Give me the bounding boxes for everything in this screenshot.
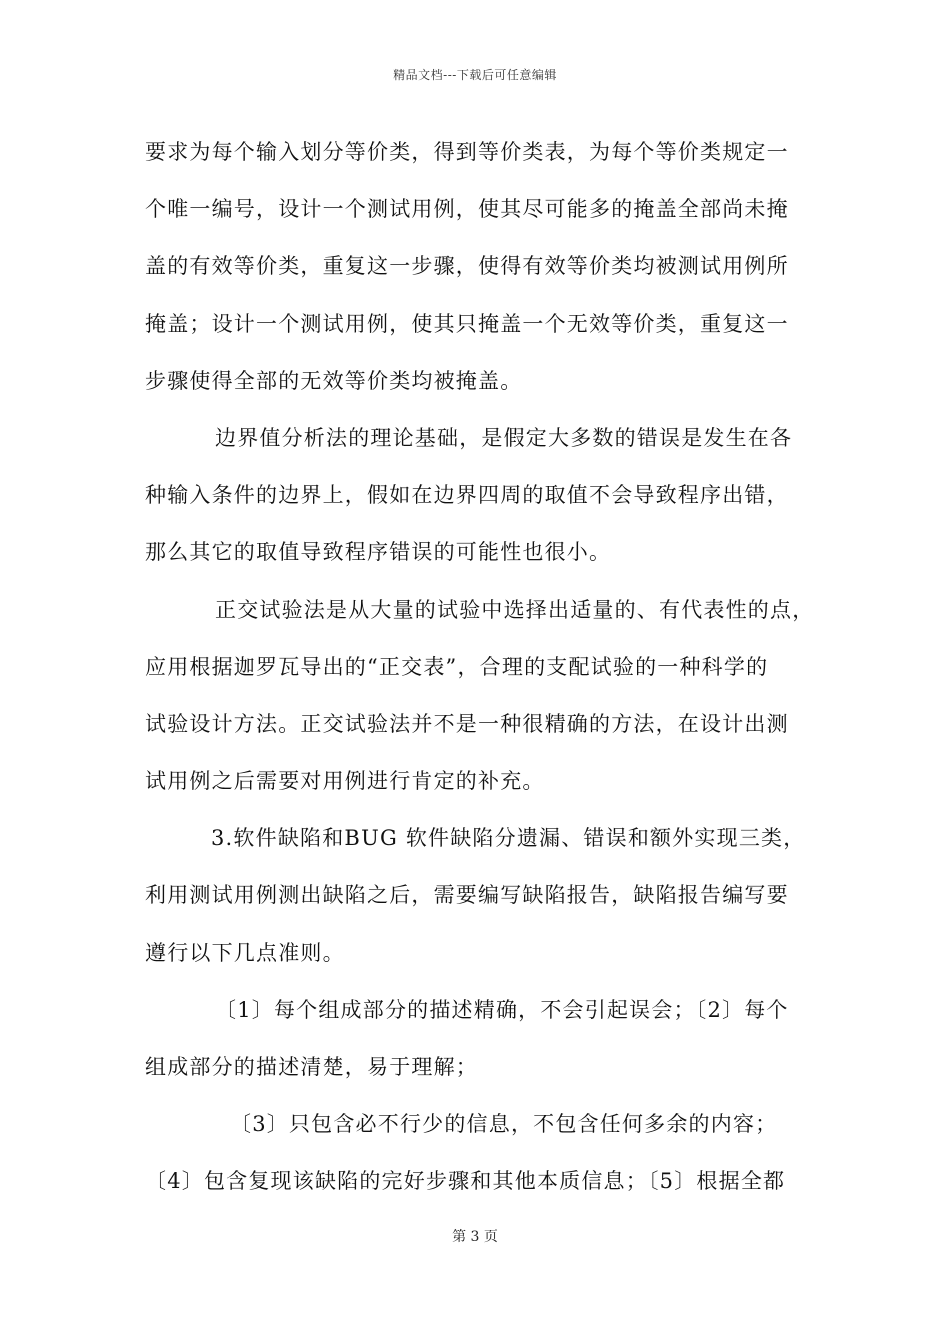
- text-line: 步骤使得全部的无效等价类均被掩盖。: [145, 368, 523, 393]
- text-line: 遵行以下几点准则。: [145, 940, 345, 965]
- page-header: 精品文档---下载后可任意编辑: [393, 68, 557, 82]
- text-line: 那么其它的取值导致程序错误的可能性也很小。: [145, 540, 612, 565]
- text-line: 利用测试用例测出缺陷之后，需要编写缺陷报告，缺陷报告编写要: [145, 883, 789, 908]
- text-line: 应用根据迦罗瓦导出的“正交表”，合理的支配试验的一种科学的: [145, 654, 769, 679]
- text-line: 种输入条件的边界上，假如在边界四周的取值不会导致程序出错，: [145, 483, 789, 508]
- list-item-line: 〔3〕只包含必不行少的信息，不包含任何多余的内容；: [230, 1112, 778, 1137]
- text-line: 试用例之后需要对用例进行肯定的补充。: [145, 769, 545, 794]
- text-line: 试验设计方法。正交试验法并不是一种很精确的方法，在设计出测: [145, 711, 789, 736]
- list-item-line: 〔1〕每个组成部分的描述精确，不会引起误会；〔2〕每个: [215, 997, 789, 1022]
- text-line: 掩盖；设计一个测试用例，使其只掩盖一个无效等价类，重复这一: [145, 311, 789, 336]
- text-line: 盖的有效等价类，重复这一步骤，使得有效等价类均被测试用例所: [145, 254, 789, 279]
- text-line: 个唯一编号，设计一个测试用例，使其尽可能多的掩盖全部尚未掩: [145, 197, 789, 222]
- document-body: [145, 124, 815, 1211]
- section-heading-line: 3.软件缺陷和BUG 软件缺陷分遗漏、错误和额外实现三类，: [211, 826, 806, 851]
- text-line: 要求为每个输入划分等价类，得到等价类表，为每个等价类规定一: [145, 140, 789, 164]
- paragraph-start-line: 边界值分析法的理论基础，是假定大多数的错误是发生在各: [215, 425, 793, 450]
- list-item-line: 〔4〕包含复现该缺陷的完好步骤和其他本质信息；〔5〕根据全都: [145, 1169, 786, 1194]
- page-number: 第 3 页: [452, 1229, 498, 1245]
- text-line: 组成部分的描述清楚，易于理解；: [145, 1055, 478, 1079]
- paragraph-start-line: 正交试验法是从大量的试验中选择出适量的、有代表性的点，: [215, 597, 815, 622]
